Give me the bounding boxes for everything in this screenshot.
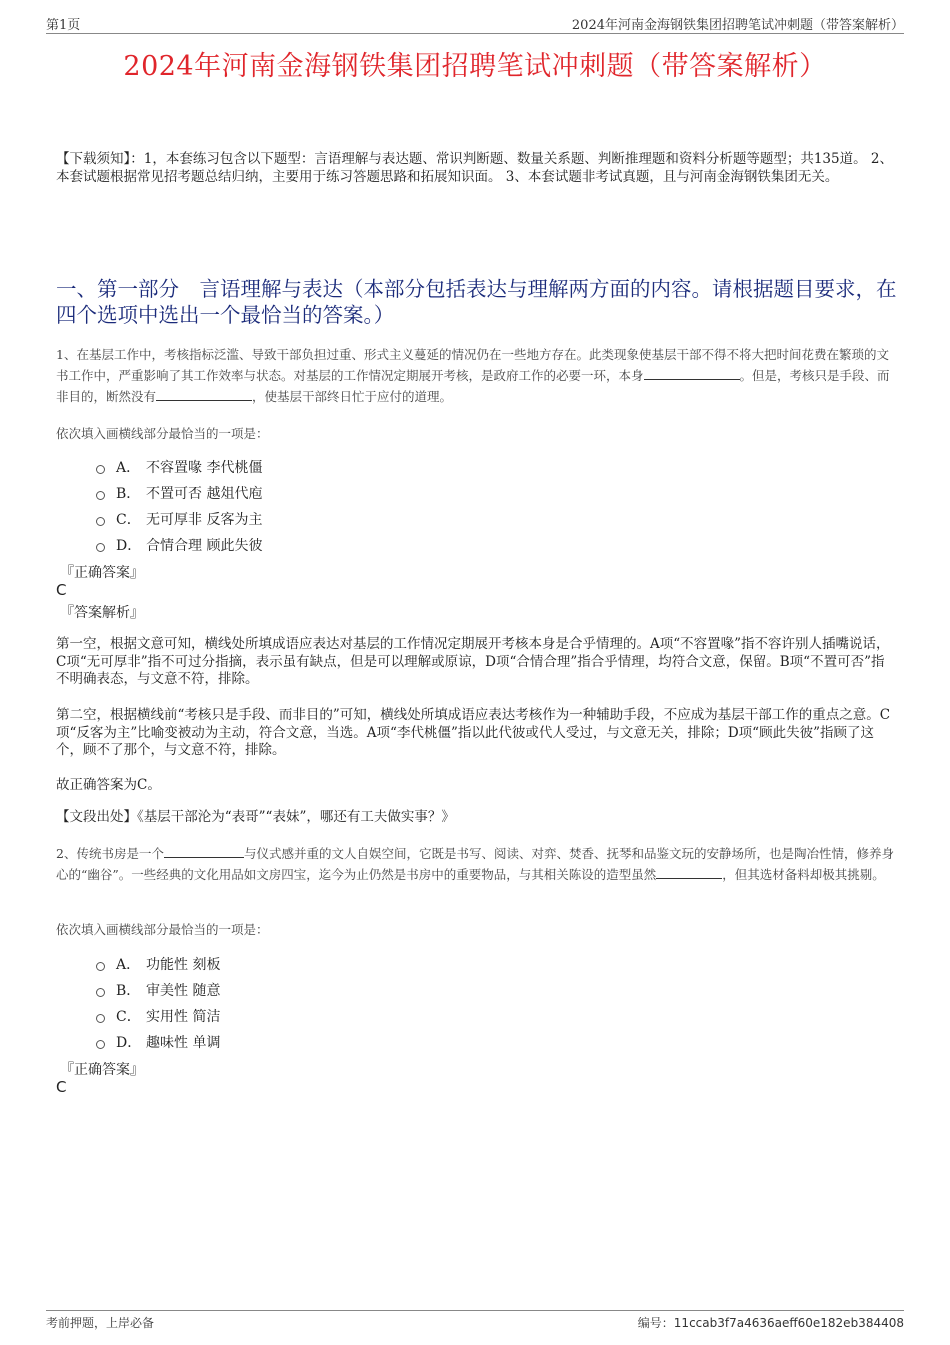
footer-divider — [46, 1310, 904, 1311]
question-1-option-c[interactable]: C． 无可厚非 反客为主 — [96, 509, 262, 529]
question-2-option-c[interactable]: C． 实用性 简洁 — [96, 1006, 220, 1026]
radio-icon[interactable] — [96, 962, 105, 971]
analysis-label: 『答案解析』 — [60, 605, 144, 621]
question-2-text: 2、传统书房是一个 与仪式感并重的文人自娱空间，它既是书写、阅读、对弈、焚香、抚琴和品鉴文玩的安静场所，也是陶冶性情，修养身心的“幽谷”。一些经典的文化用品如文房四宝，迄今为止仍然是书房中的重要物品，与其相关陈设的造型虽然 ，但其选材备料却极其挑剔。 — [56, 846, 894, 882]
blank-line — [164, 845, 244, 858]
correct-answer-label: 『正确答案』 — [60, 565, 144, 581]
blank-line — [156, 388, 252, 401]
radio-icon[interactable] — [96, 543, 105, 552]
question-1-prompt: 依次填入画横线部分最恰当的一项是： — [56, 426, 269, 441]
question-2-prompt: 依次填入画横线部分最恰当的一项是： — [56, 922, 269, 937]
blank-line — [656, 866, 722, 879]
download-notice: 【下载须知】：1，本套练习包含以下题型：言语理解与表达题、常识判断题、数量关系题、判断推理题和资料分析题等题型；共135道。 2、本套试题根据常见招考题总结归纳，主要用于练习答题思路和拓展知识面。 3、本套试题非考试真题，且与河南金海钢铁集团无关。 — [56, 151, 893, 185]
radio-icon[interactable] — [96, 988, 105, 997]
blank-line — [644, 367, 740, 380]
header-doc-title: 2024年河南金海钢铁集团招聘笔试冲刺题（带答案解析） — [571, 18, 904, 33]
document-title: 2024年河南金海钢铁集团招聘笔试冲刺题（带答案解析） — [123, 51, 827, 82]
question-2-option-d[interactable]: D． 趣味性 单调 — [96, 1032, 220, 1052]
section-heading: 一、第一部分 言语理解与表达（本部分包括表达与理解两方面的内容。请根据题目要求，在四个选项中选出一个最恰当的答案。） — [56, 277, 897, 327]
header-divider — [46, 33, 904, 34]
question-1-option-d[interactable]: D． 合情合理 顾此失彼 — [96, 535, 262, 555]
correct-answer: C — [56, 1078, 67, 1096]
radio-icon[interactable] — [96, 1014, 105, 1023]
question-1-option-b[interactable]: B． 不置可否 越俎代庖 — [96, 483, 262, 503]
analysis-paragraph-2: 第二空，根据横线前“考核只是手段、而非目的”可知，横线处所填成语应表达考核作为一种辅助手段，不应成为基层干部工作的重点之意。C项“反客为主”比喻变被动为主动，符合文意，当选。A项“李代桃僵”指以此代彼或代人受过，与文意无关，排除；D项“顾此失彼”指顾了这个，顾不了那个，与文意不符，排除。 — [56, 707, 891, 758]
correct-answer: C — [56, 581, 67, 599]
analysis-conclusion: 故正确答案为C。 — [56, 777, 161, 793]
analysis-paragraph-1: 第一空，根据文意可知，横线处所填成语应表达对基层的工作情况定期展开考核本身是合乎情理的。A项“不容置喙”指不容许别人插嘴说话，C项“无可厚非”指不可过分指摘，表示虽有缺点，但是可以理解或原谅，D项“合情合理”指合乎情理，均符合文意，保留。B项“不置可否”指不明确表态，与文意不符，排除。 — [56, 636, 890, 687]
radio-icon[interactable] — [96, 1040, 105, 1049]
question-2-option-a[interactable]: A． 功能性 刻板 — [96, 954, 220, 974]
document-code: 编号：11ccab3f7a4636aeff60e182eb384408 — [637, 1316, 904, 1330]
question-2-option-b[interactable]: B． 审美性 随意 — [96, 980, 220, 1000]
footer-slogan: 考前押题，上岸必备 — [46, 1316, 155, 1330]
radio-icon[interactable] — [96, 465, 105, 474]
correct-answer-label: 『正确答案』 — [60, 1062, 144, 1078]
question-1-text: 1、在基层工作中，考核指标泛滥、导致干部负担过重、形式主义蔓延的情况仍在一些地方存在。此类现象使基层干部不得不将大把时间花费在繁琐的文书工作中，严重影响了其工作效率与状态。对基层的工作情况定期展开考核，是政府工作的必要一环，本身 。但是，考核只是手段、而非目的，断然没有 ，使基层干部终日忙于应付的道理。 — [56, 347, 890, 404]
question-1-option-a[interactable]: A． 不容置喙 李代桃僵 — [96, 457, 262, 477]
passage-source: 【文段出处】《基层干部沦为“表哥”“表妹”，哪还有工夫做实事？》 — [56, 809, 455, 825]
page-number: 第1页 — [46, 18, 81, 33]
radio-icon[interactable] — [96, 491, 105, 500]
radio-icon[interactable] — [96, 517, 105, 526]
